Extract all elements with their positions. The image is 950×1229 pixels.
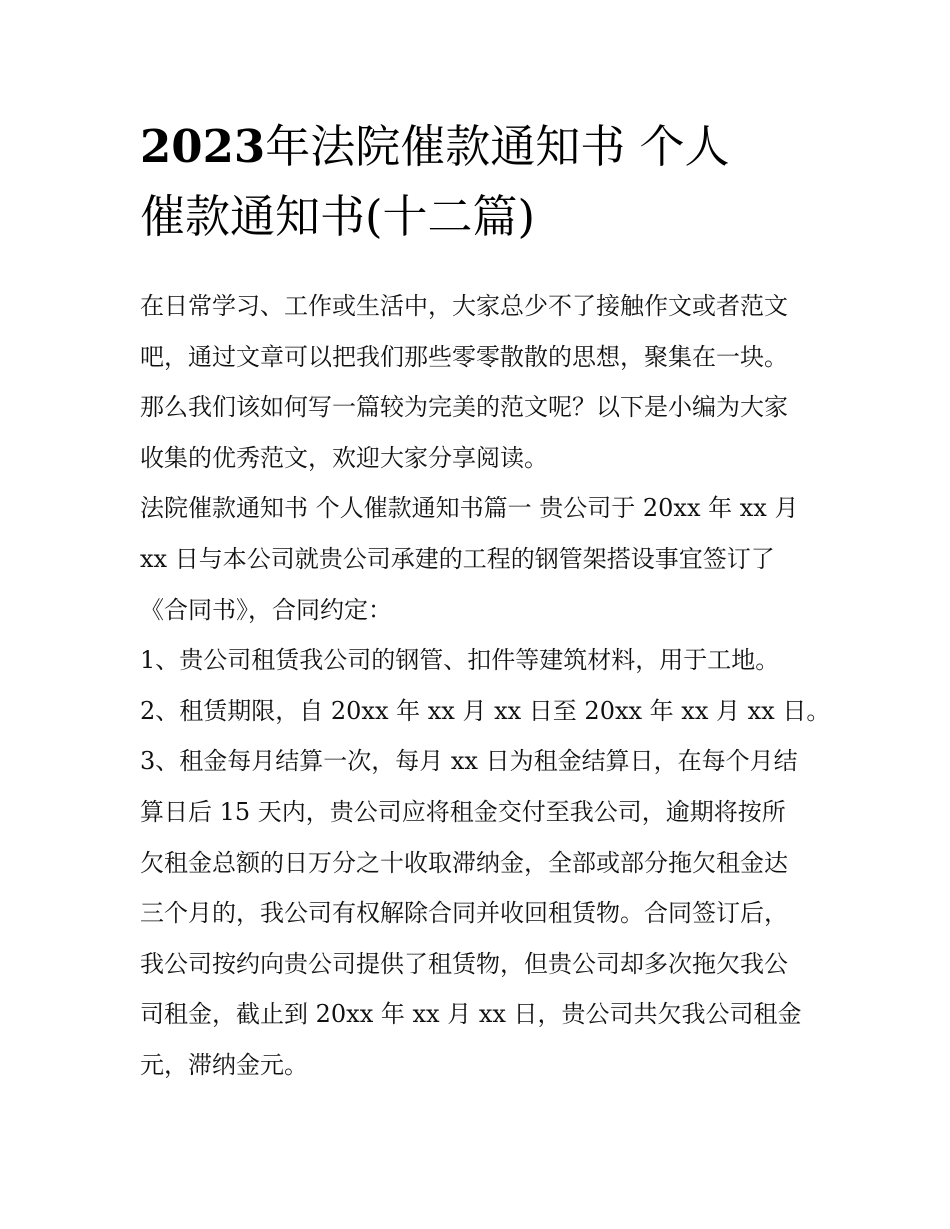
body-line: 欠租金总额的日万分之十收取滞纳金，全部或部分拖欠租金达	[140, 848, 788, 877]
body-line: 《合同书》，合同约定：	[140, 595, 392, 624]
body-line: 我公司按约向贵公司提供了租赁物，但贵公司却多次拖欠我公	[140, 949, 788, 978]
body-line: 算日后 15 天内，贵公司应将租金交付至我公司，逾期将按所	[140, 797, 786, 826]
body-line: 法院催款通知书 个人催款通知书篇一 贵公司于 20xx 年 xx 月	[140, 494, 799, 523]
body-line: 1、贵公司租赁我公司的钢管、扣件等建筑材料，用于工地。	[140, 646, 780, 675]
body-line: 三个月的，我公司有权解除合同并收回租赁物。合同签订后，	[140, 899, 788, 928]
body-line: 那么我们该如何写一篇较为完美的范文呢？以下是小编为大家	[140, 393, 788, 422]
document-title	[140, 112, 840, 252]
title-year: 2023	[140, 120, 266, 173]
body-line: 在日常学习、工作或生活中，大家总少不了接触作文或者范文	[140, 292, 788, 320]
title-line-2: 催款通知书(十二篇)	[140, 190, 536, 243]
title-line-1	[140, 112, 840, 182]
body-line: 吧，通过文章可以把我们那些零零散散的思想，聚集在一块。	[140, 342, 788, 371]
document-body	[140, 281, 830, 1091]
body-line: xx 日与本公司就贵公司承建的工程的钢管架搭设事宜签订了	[140, 544, 775, 573]
body-line: 收集的优秀范文，欢迎大家分享阅读。	[140, 443, 548, 472]
body-line: 3、租金每月结算一次，每月 xx 日为租金结算日，在每个月结	[140, 747, 798, 776]
title-line-1-text: 年法院催款通知书 个人	[265, 120, 730, 173]
body-line: 司租金，截止到 20xx 年 xx 月 xx 日，贵公司共欠我公司租金	[140, 1000, 802, 1029]
body-line: 元，滞纳金元。	[140, 1050, 308, 1079]
body-line: 2、租赁期限，自 20xx 年 xx 月 xx 日至 20xx 年 xx 月 xx 日。	[140, 696, 831, 725]
